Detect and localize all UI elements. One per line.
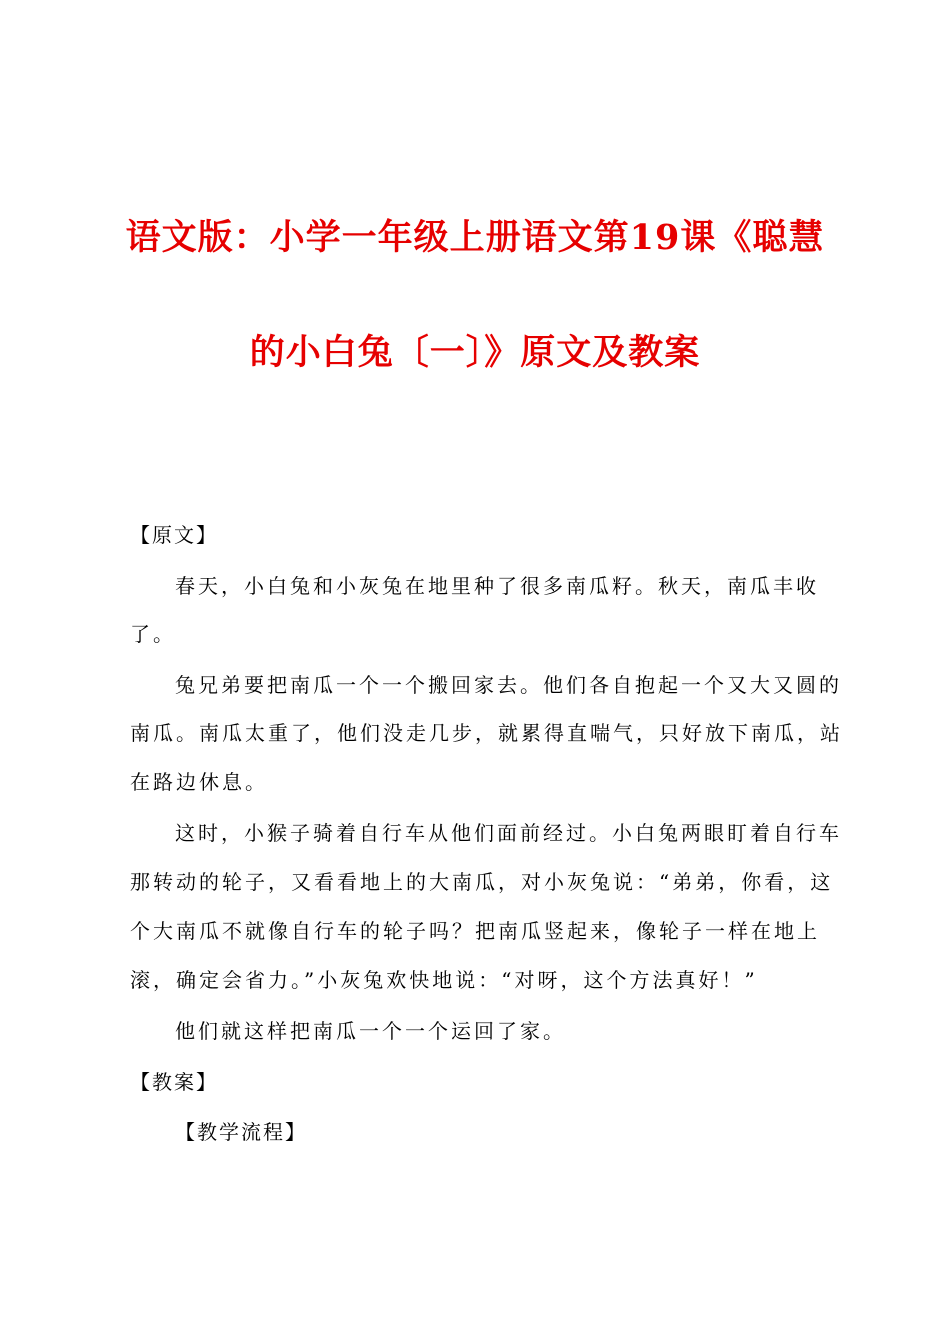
paragraph-2-line-3: 在路边休息。 (130, 770, 268, 794)
paragraph-2-line-1: 兔兄弟要把南瓜一个一个搬回家去。他们各自抱起一个又大又圆的 (175, 673, 842, 697)
paragraph-3-line-4: 滚，确定会省力。”小灰兔欢快地说：“对呀，这个方法真好！” (130, 968, 758, 992)
paragraph-1-line-2: 了。 (130, 622, 176, 646)
section-heading-original: 【原文】 (130, 523, 218, 547)
paragraph-1-line-1: 春天，小白兔和小灰兔在地里种了很多南瓜籽。秋天，南瓜丰收 (175, 574, 819, 598)
section-heading-lesson-plan: 【教案】 (130, 1070, 218, 1094)
document-title-line-1: 语文版：小学一年级上册语文第19课《聪慧 (125, 217, 825, 258)
paragraph-2-line-2: 南瓜。南瓜太重了，他们没走几步，就累得直喘气，只好放下南瓜，站 (130, 721, 843, 745)
paragraph-3-line-3: 个大南瓜不就像自行车的轮子吗？把南瓜竖起来，像轮子一样在地上 (130, 919, 820, 943)
subsection-heading-teaching-flow: 【教学流程】 (175, 1120, 307, 1144)
paragraph-3-line-1: 这时，小猴子骑着自行车从他们面前经过。小白兔两眼盯着自行车 (175, 821, 842, 845)
document-title-line-2: 的小白兔〔一〕》原文及教案 (249, 332, 701, 373)
paragraph-3-line-2: 那转动的轮子，又看看地上的大南瓜，对小灰兔说：“弟弟，你看，这 (130, 870, 834, 894)
paragraph-4-line-1: 他们就这样把南瓜一个一个运回了家。 (175, 1019, 566, 1043)
